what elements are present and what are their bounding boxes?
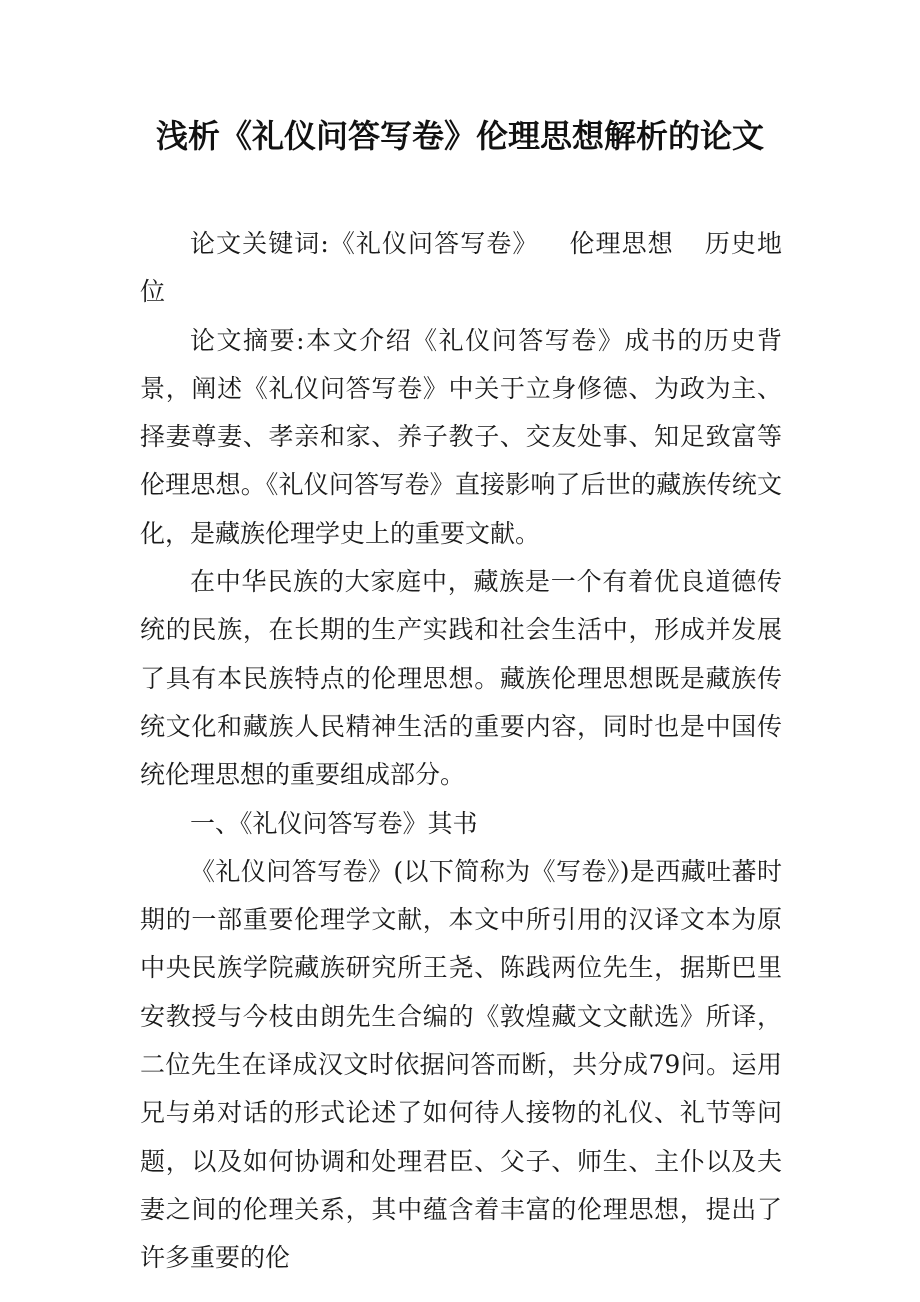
keyword-item: 历史地位 <box>140 229 782 307</box>
document-body <box>140 220 782 1283</box>
keywords-paragraph <box>140 220 782 317</box>
document-title: 浅析《礼仪问答写卷》伦理思想解析的论文 <box>155 117 764 155</box>
abstract-paragraph: 论文摘要:本文介绍《礼仪问答写卷》成书的历史背景，阐述《礼仪问答写卷》中关于立身修德、为政为主、择妻尊妻、孝亲和家、养子教子、交友处事、知足致富等伦理思想。《礼仪问答写卷》直接影响了后世的藏族传统文化，是藏族伦理学史上的重要文献。 <box>140 325 782 548</box>
intro-paragraph: 在中华民族的大家庭中，藏族是一个有着优良道德传统的民族，在长期的生产实践和社会生活中，形成并发展了具有本民族特点的伦理思想。藏族伦理思想既是藏族传统文化和藏族人民精神生活的重要内容，同时也是中国传统伦理思想的重要组成部分。 <box>140 567 782 790</box>
section-body-paragraph: 《礼仪问答写卷》(以下简称为《写卷》)是西藏吐蕃时期的一部重要伦理学文献，本文中所引用的汉译文本为原中央民族学院藏族研究所王尧、陈践两位先生，据斯巴里安教授与今枝由朗先生合编的《敦煌藏文文献选》所译，二位先生在译成汉文时依据问答而断，共分成79问。运用兄与弟对话的形式论述了如何待人接物的礼仪、礼节等问题，以及如何协调和处理君臣、父子、师生、主仆以及夫妻之间的伦理关系，其中蕴含着丰富的伦理思想，提出了许多重要的伦 <box>140 856 782 1273</box>
keywords-label: 论文关键词: <box>190 229 329 258</box>
section-heading: 一、《礼仪问答写卷》其书 <box>190 808 478 838</box>
keyword-item: 《礼仪问答写卷》 <box>328 229 539 258</box>
keyword-item: 伦理思想 <box>568 229 674 258</box>
